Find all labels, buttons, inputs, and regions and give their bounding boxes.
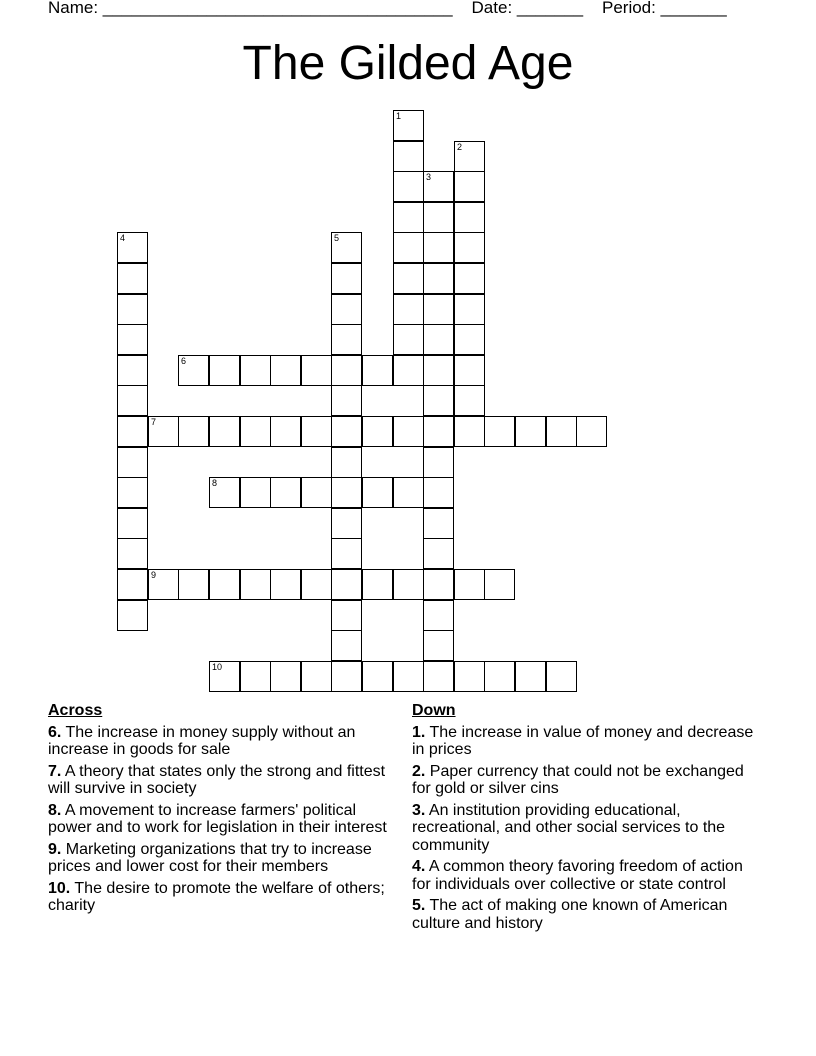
grid-cell[interactable] bbox=[148, 416, 179, 447]
grid-cell[interactable] bbox=[331, 294, 362, 325]
page-title: The Gilded Age bbox=[242, 37, 574, 90]
grid-cell[interactable] bbox=[117, 385, 148, 416]
grid-cell[interactable] bbox=[484, 661, 515, 692]
cell-number: 5 bbox=[334, 233, 340, 243]
grid-cell[interactable] bbox=[454, 355, 485, 386]
grid-cell[interactable] bbox=[117, 447, 148, 478]
grid-cell[interactable] bbox=[423, 508, 454, 539]
grid-cell[interactable] bbox=[454, 385, 485, 416]
grid-cell[interactable] bbox=[362, 355, 393, 386]
grid-cell[interactable] bbox=[117, 600, 148, 631]
grid-cell[interactable] bbox=[393, 110, 424, 141]
grid-cell[interactable] bbox=[362, 569, 393, 600]
grid-cell[interactable] bbox=[423, 447, 454, 478]
grid-cell[interactable] bbox=[423, 385, 454, 416]
grid-cell[interactable] bbox=[331, 477, 362, 508]
clue-text: Paper currency that could not be exchanged for gold or silver cins bbox=[412, 762, 744, 797]
grid-cell[interactable] bbox=[117, 232, 148, 263]
across-clues bbox=[48, 702, 396, 919]
grid-cell[interactable] bbox=[423, 324, 454, 355]
clue-number: 7. bbox=[48, 762, 62, 780]
grid-cell[interactable] bbox=[454, 324, 485, 355]
grid-cell[interactable] bbox=[117, 324, 148, 355]
grid-cell[interactable] bbox=[301, 477, 332, 508]
grid-cell[interactable] bbox=[423, 661, 454, 692]
grid-cell[interactable] bbox=[240, 569, 271, 600]
grid-cell[interactable] bbox=[178, 416, 209, 447]
grid-cell[interactable] bbox=[454, 141, 485, 172]
clue-text: A common theory favoring freedom of action for individuals over collective or state control bbox=[412, 858, 743, 893]
grid-cell[interactable] bbox=[393, 569, 424, 600]
grid-cell[interactable] bbox=[393, 141, 424, 172]
clue-text: A movement to increase farmers' political power and to work for legislation in their interest bbox=[48, 801, 387, 836]
grid-cell[interactable] bbox=[515, 416, 546, 447]
cell-number: 3 bbox=[426, 172, 432, 182]
clue-down-4 bbox=[412, 858, 760, 893]
clue-down-5 bbox=[412, 897, 760, 932]
grid-cell[interactable] bbox=[393, 416, 424, 447]
grid-cell[interactable] bbox=[393, 232, 424, 263]
clue-text: The desire to promote the welfare of others; charity bbox=[48, 879, 385, 914]
date-blank[interactable]: _______ bbox=[516, 0, 584, 17]
clue-across-9 bbox=[48, 841, 396, 876]
grid-cell[interactable] bbox=[240, 477, 271, 508]
grid-cell[interactable] bbox=[331, 630, 362, 661]
cell-number: 9 bbox=[151, 570, 157, 580]
grid-cell[interactable] bbox=[484, 569, 515, 600]
grid-cell[interactable] bbox=[423, 355, 454, 386]
across-heading: Across bbox=[48, 702, 103, 719]
clue-text: An institution providing educational, recreational, and other social services to the community bbox=[412, 801, 726, 854]
grid-cell[interactable] bbox=[331, 447, 362, 478]
clue-across-8 bbox=[48, 802, 396, 837]
grid-cell[interactable] bbox=[423, 630, 454, 661]
clue-across-7 bbox=[48, 763, 396, 798]
clue-number: 3. bbox=[412, 801, 426, 819]
grid-cell[interactable] bbox=[362, 416, 393, 447]
down-clues bbox=[412, 702, 760, 936]
clue-text: The act of making one known of American culture and history bbox=[412, 897, 728, 932]
clue-number: 10. bbox=[48, 879, 71, 897]
grid-cell[interactable] bbox=[546, 416, 577, 447]
grid-cell[interactable] bbox=[393, 477, 424, 508]
clue-number: 5. bbox=[412, 897, 426, 914]
grid-cell[interactable] bbox=[117, 416, 148, 447]
grid-cell[interactable] bbox=[331, 661, 362, 692]
grid-cell[interactable] bbox=[393, 263, 424, 294]
cell-number: 10 bbox=[212, 662, 223, 672]
clue-down-2 bbox=[412, 763, 760, 798]
grid-cell[interactable] bbox=[148, 569, 179, 600]
grid-cell[interactable] bbox=[209, 661, 240, 692]
clue-across-6 bbox=[48, 724, 396, 759]
grid-cell[interactable] bbox=[331, 385, 362, 416]
grid-cell[interactable] bbox=[423, 416, 454, 447]
grid-cell[interactable] bbox=[546, 661, 577, 692]
grid-cell[interactable] bbox=[515, 661, 546, 692]
cell-number: 1 bbox=[396, 111, 402, 121]
grid-cell[interactable] bbox=[270, 477, 301, 508]
grid-cell[interactable] bbox=[393, 661, 424, 692]
grid-cell[interactable] bbox=[423, 294, 454, 325]
clue-number: 2. bbox=[412, 762, 426, 780]
grid-cell[interactable] bbox=[331, 232, 362, 263]
date-label: Date: bbox=[471, 0, 517, 17]
grid-cell[interactable] bbox=[240, 355, 271, 386]
grid-cell[interactable] bbox=[484, 416, 515, 447]
grid-cell[interactable] bbox=[454, 569, 485, 600]
grid-cell[interactable] bbox=[576, 416, 607, 447]
clue-text: The increase in money supply without an increase in goods for sale bbox=[48, 723, 356, 758]
grid-cell[interactable] bbox=[331, 538, 362, 569]
cell-number: 6 bbox=[181, 356, 187, 366]
grid-cell[interactable] bbox=[454, 263, 485, 294]
grid-cell[interactable] bbox=[117, 477, 148, 508]
grid-cell[interactable] bbox=[117, 355, 148, 386]
grid-cell[interactable] bbox=[209, 477, 240, 508]
grid-cell[interactable] bbox=[423, 263, 454, 294]
grid-cell[interactable] bbox=[270, 355, 301, 386]
clue-across-10 bbox=[48, 880, 396, 915]
clue-number: 1. bbox=[412, 723, 426, 741]
grid-cell[interactable] bbox=[454, 202, 485, 233]
grid-cell[interactable] bbox=[393, 324, 424, 355]
grid-cell[interactable] bbox=[454, 416, 485, 447]
grid-cell[interactable] bbox=[270, 569, 301, 600]
grid-cell[interactable] bbox=[362, 477, 393, 508]
grid-cell[interactable] bbox=[331, 600, 362, 631]
grid-cell[interactable] bbox=[301, 569, 332, 600]
period-blank[interactable]: _______ bbox=[660, 0, 727, 17]
clue-number: 6. bbox=[48, 723, 62, 741]
grid-cell[interactable] bbox=[423, 600, 454, 631]
grid-cell[interactable] bbox=[117, 294, 148, 325]
grid-cell[interactable] bbox=[454, 232, 485, 263]
grid-cell[interactable] bbox=[331, 263, 362, 294]
grid-cell[interactable] bbox=[393, 171, 424, 202]
clue-down-3 bbox=[412, 802, 760, 855]
grid-cell[interactable] bbox=[117, 263, 148, 294]
grid-cell[interactable] bbox=[423, 477, 454, 508]
grid-cell[interactable] bbox=[331, 508, 362, 539]
clue-down-1 bbox=[412, 724, 760, 759]
cell-number: 2 bbox=[457, 142, 463, 152]
grid-cell[interactable] bbox=[117, 569, 148, 600]
grid-cell[interactable] bbox=[178, 569, 209, 600]
cell-number: 7 bbox=[151, 417, 157, 427]
clue-number: 8. bbox=[48, 801, 62, 819]
cell-number: 4 bbox=[120, 233, 126, 243]
grid-cell[interactable] bbox=[240, 661, 271, 692]
grid-cell[interactable] bbox=[454, 661, 485, 692]
clue-number: 4. bbox=[412, 858, 426, 875]
grid-cell[interactable] bbox=[178, 355, 209, 386]
name-label: Name: bbox=[48, 0, 103, 17]
grid-cell[interactable] bbox=[331, 324, 362, 355]
grid-cell[interactable] bbox=[393, 294, 424, 325]
clue-text: The increase in value of money and decrease in prices bbox=[412, 723, 754, 758]
clue-text: A theory that states only the strong and fittest will survive in society bbox=[48, 762, 386, 797]
cell-number: 8 bbox=[212, 478, 218, 488]
grid-cell[interactable] bbox=[209, 355, 240, 386]
grid-cell[interactable] bbox=[301, 416, 332, 447]
grid-cell[interactable] bbox=[240, 416, 271, 447]
grid-cell[interactable] bbox=[270, 416, 301, 447]
grid-cell[interactable] bbox=[209, 569, 240, 600]
grid-cell[interactable] bbox=[331, 569, 362, 600]
grid-cell[interactable] bbox=[301, 355, 332, 386]
name-blank[interactable]: _____________________________________ bbox=[102, 0, 453, 17]
grid-cell[interactable] bbox=[393, 202, 424, 233]
clue-number: 9. bbox=[48, 840, 62, 858]
down-heading: Down bbox=[412, 702, 456, 719]
grid-cell[interactable] bbox=[117, 508, 148, 539]
grid-cell[interactable] bbox=[270, 661, 301, 692]
grid-cell[interactable] bbox=[393, 355, 424, 386]
grid-cell[interactable] bbox=[454, 171, 485, 202]
grid-cell[interactable] bbox=[209, 416, 240, 447]
clue-text: Marketing organizations that try to increase prices and lower cost for their members bbox=[48, 840, 372, 875]
grid-cell[interactable] bbox=[301, 661, 332, 692]
grid-cell[interactable] bbox=[362, 661, 393, 692]
grid-cell[interactable] bbox=[423, 232, 454, 263]
grid-cell[interactable] bbox=[331, 355, 362, 386]
grid-cell[interactable] bbox=[423, 171, 454, 202]
grid-cell[interactable] bbox=[423, 202, 454, 233]
period-label: Period: bbox=[601, 0, 661, 17]
grid-cell[interactable] bbox=[454, 294, 485, 325]
grid-cell[interactable] bbox=[423, 538, 454, 569]
grid-cell[interactable] bbox=[117, 538, 148, 569]
grid-cell[interactable] bbox=[423, 569, 454, 600]
grid-cell[interactable] bbox=[331, 416, 362, 447]
